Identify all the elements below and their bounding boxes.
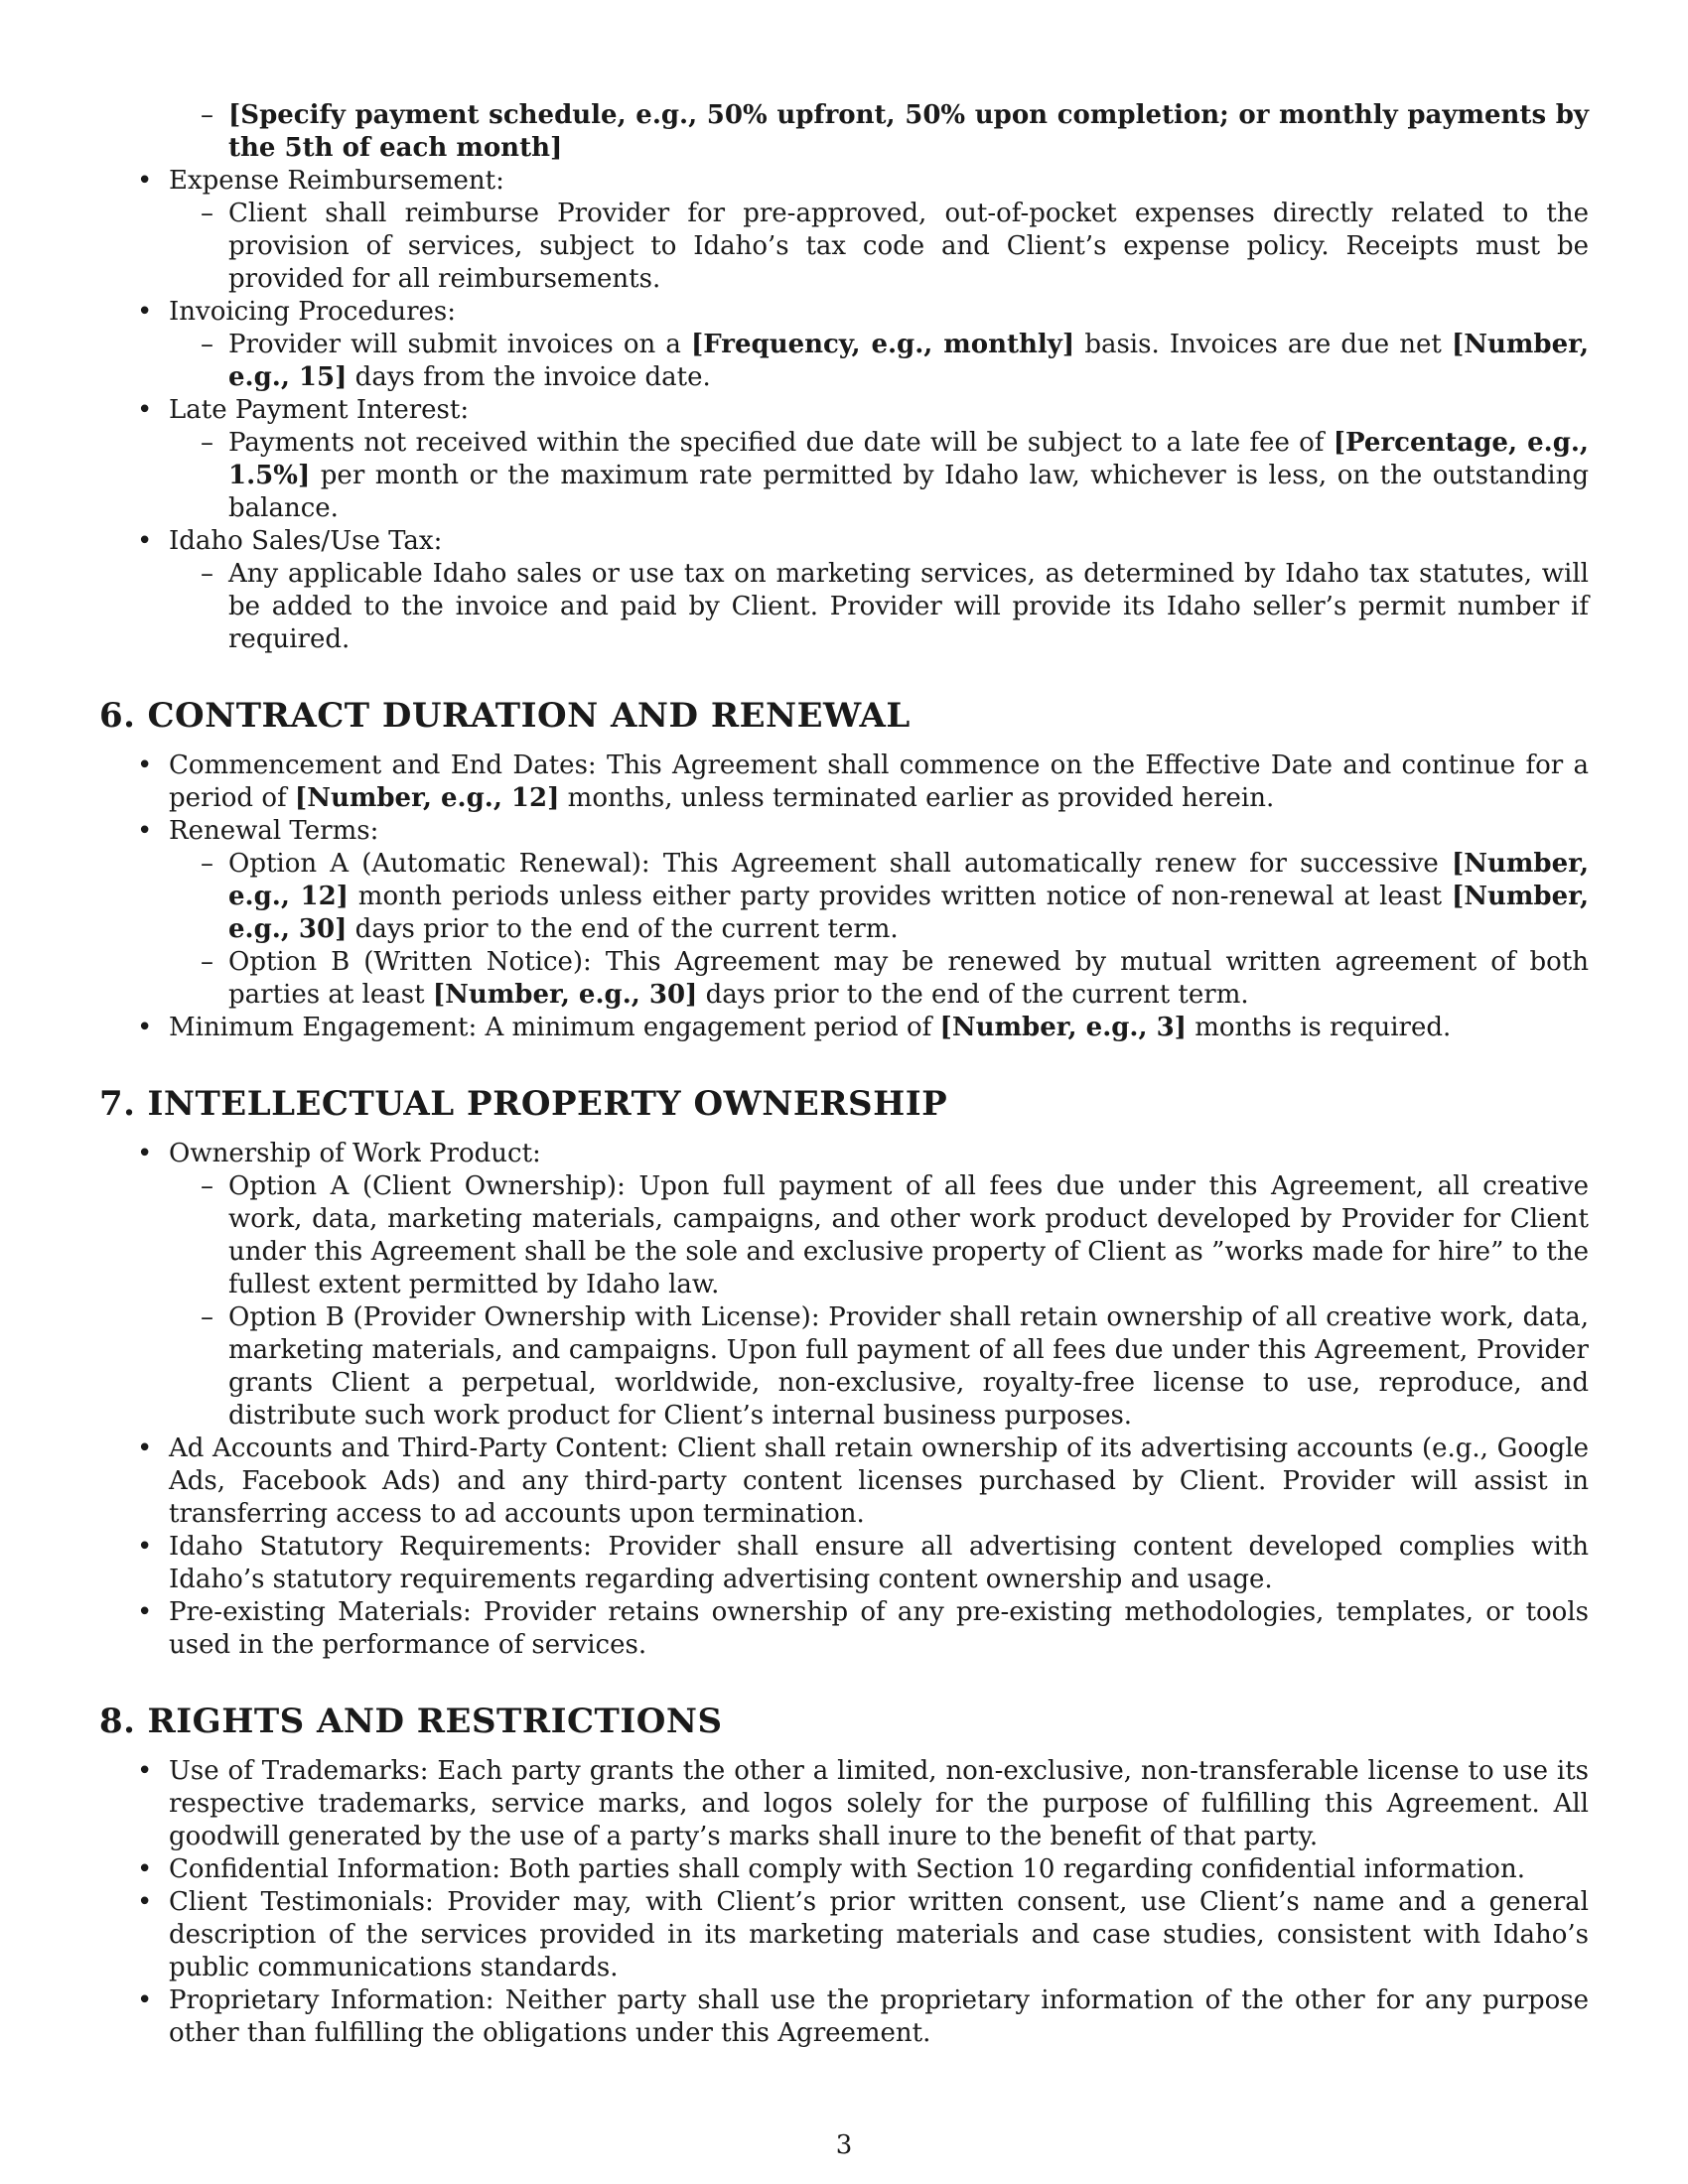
list-item: • Idaho Sales/Use Tax: – Any applicable Idaho sales or use tax on marketing services, as determined by Idaho tax statutes, will be added to the invoice and paid by Client. Provider will provide its Idaho seller’s permit number if required. [99, 525, 1589, 656]
list-item: • Ownership of Work Product: – Option A (Client Ownership): Upon full payment of all fees due under this Agreement, all creative work, data, marketing materials, campaigns, and other work product developed by Provider for Client under this Agreement shall be the sole and exclusive property of Client as ”works made for hire” to the fullest extent permitted by Idaho law. – Option B (Provider Ownership with License): Provider shall retain ownership of all creative work, data, marketing materials, and campaigns. Upon full payment of all fees due under this Agreement, Provider grants Client a perpetual, worldwide, non-exclusive, royalty-free license to use, reproduce, and distribute such work product for Client’s internal business purposes. [99, 1138, 1589, 1433]
list-item: • Pre-existing Materials: Provider retains ownership of any pre-existing methodologies, templates, or tools used in the performance of services. [99, 1596, 1589, 1662]
list-subitem: – Any applicable Idaho sales or use tax on marketing services, as determined by Idaho tax statutes, will be added to the invoice and paid by Client. Provider will provide its Idaho seller’s permit number if required. [169, 558, 1589, 656]
section-8-heading: 8. RIGHTS AND RESTRICTIONS [99, 1702, 723, 1741]
list-item: • Late Payment Interest: – Payments not received within the specified due date will be subject to a late fee of [Percentage, e.g., 1.5%] per month or the maximum rate permitted by Idaho law, whichever is less, on the outstanding balance. [99, 394, 1589, 525]
list-item: • Minimum Engagement: A minimum engagement period of [Number, e.g., 3] months is required. [99, 1012, 1589, 1044]
list-item: • Idaho Statutory Requirements: Provider shall ensure all advertising content developed complies with Idaho’s statutory requirements regarding advertising content ownership and usage. [99, 1531, 1589, 1596]
list-subitem: – Payments not received within the specified due date will be subject to a late fee of [Percentage, e.g., 1.5%] per month or the maximum rate permitted by Idaho law, whichever is less, on the outstanding balance. [169, 427, 1589, 525]
payment-schedule-list [169, 99, 1589, 165]
list-item: • Client Testimonials: Provider may, with Client’s prior written consent, use Client’s name and a general description of the services provided in its marketing materials and case studies, consistent with Idaho’s public communications standards. [99, 1886, 1589, 1984]
list-subitem: – Option A (Client Ownership): Upon full payment of all fees due under this Agreement, all creative work, data, marketing materials, campaigns, and other work product developed by Provider for Client under this Agreement shall be the sole and exclusive property of Client as ”works made for hire” to the fullest extent permitted by Idaho law. [169, 1170, 1589, 1301]
list-item: • Invoicing Procedures: – Provider will submit invoices on a [Frequency, e.g., monthly] basis. Invoices are due net [Number, e.g., 15] days from the invoice date. [99, 296, 1589, 394]
list-item: • Expense Reimbursement: – Client shall reimburse Provider for pre-approved, out-of-pocket expenses directly related to the provision of services, subject to Idaho’s tax code and Client’s expense policy. Receipts must be provided for all reimbursements. [99, 165, 1589, 296]
section-6-heading: 6. CONTRACT DURATION AND RENEWAL [99, 696, 911, 736]
list-item: • Proprietary Information: Neither party shall use the proprietary information of the other for any purpose other than fulfilling the obligations under this Agreement. [99, 1984, 1589, 2050]
list-item: • Confidential Information: Both parties shall comply with Section 10 regarding confidential information. [99, 1853, 1589, 1886]
payment-terms-list [99, 165, 1589, 656]
list-item: • Commencement and End Dates: This Agreement shall commence on the Effective Date and continue for a period of [Number, e.g., 12] months, unless terminated earlier as provided herein. [99, 750, 1589, 815]
list-subitem: – Option A (Automatic Renewal): This Agreement shall automatically renew for successive [Number, e.g., 12] month periods unless either party provides written notice of non-renewal at least [Number, e.g., 30] days prior to the end of the current term. [169, 848, 1589, 946]
page-number: 3 [835, 2130, 853, 2160]
section-7-list [99, 1138, 1589, 1662]
list-subitem: – Client shall reimburse Provider for pre-approved, out-of-pocket expenses directly related to the provision of services, subject to Idaho’s tax code and Client’s expense policy. Receipts must be provided for all reimbursements. [169, 198, 1589, 296]
section-8-list [99, 1755, 1589, 2050]
payment-schedule-item [169, 99, 1589, 165]
list-item: • Ad Accounts and Third-Party Content: Client shall retain ownership of its advertising accounts (e.g., Google Ads, Facebook Ads) and any third-party content licenses purchased by Client. Provider will assist in transferring access to ad accounts upon termination. [99, 1433, 1589, 1531]
list-subitem: – Provider will submit invoices on a [Frequency, e.g., monthly] basis. Invoices are due net [Number, e.g., 15] days from the invoice date. [169, 329, 1589, 394]
payment-schedule-placeholder: [Specify payment schedule, e.g., 50% upfront, 50% upon completion; or monthly payments by the 5th of each month] [228, 100, 1589, 163]
list-item: • Renewal Terms: – Option A (Automatic Renewal): This Agreement shall automatically renew for successive [Number, e.g., 12] month periods unless either party provides written notice of non-renewal at least [Number, e.g., 30] days prior to the end of the current term. – Option B (Written Notice): This Agreement may be renewed by mutual written agreement of both parties at least [Number, e.g., 30] days prior to the end of the current term. [99, 815, 1589, 1012]
section-6-list [99, 750, 1589, 1044]
section-7-heading: 7. INTELLECTUAL PROPERTY OWNERSHIP [99, 1084, 948, 1124]
page-content [99, 99, 1589, 2050]
list-subitem: – Option B (Provider Ownership with License): Provider shall retain ownership of all creative work, data, marketing materials, and campaigns. Upon full payment of all fees due under this Agreement, Provider grants Client a perpetual, worldwide, non-exclusive, royalty-free license to use, reproduce, and distribute such work product for Client’s internal business purposes. [169, 1301, 1589, 1433]
list-subitem: – Option B (Written Notice): This Agreement may be renewed by mutual written agreement of both parties at least [Number, e.g., 30] days prior to the end of the current term. [169, 946, 1589, 1012]
list-item: • Use of Trademarks: Each party grants the other a limited, non-exclusive, non-transferable license to use its respective trademarks, service marks, and logos solely for the purpose of fulfilling this Agreement. All goodwill generated by the use of a party’s marks shall inure to the benefit of that party. [99, 1755, 1589, 1853]
